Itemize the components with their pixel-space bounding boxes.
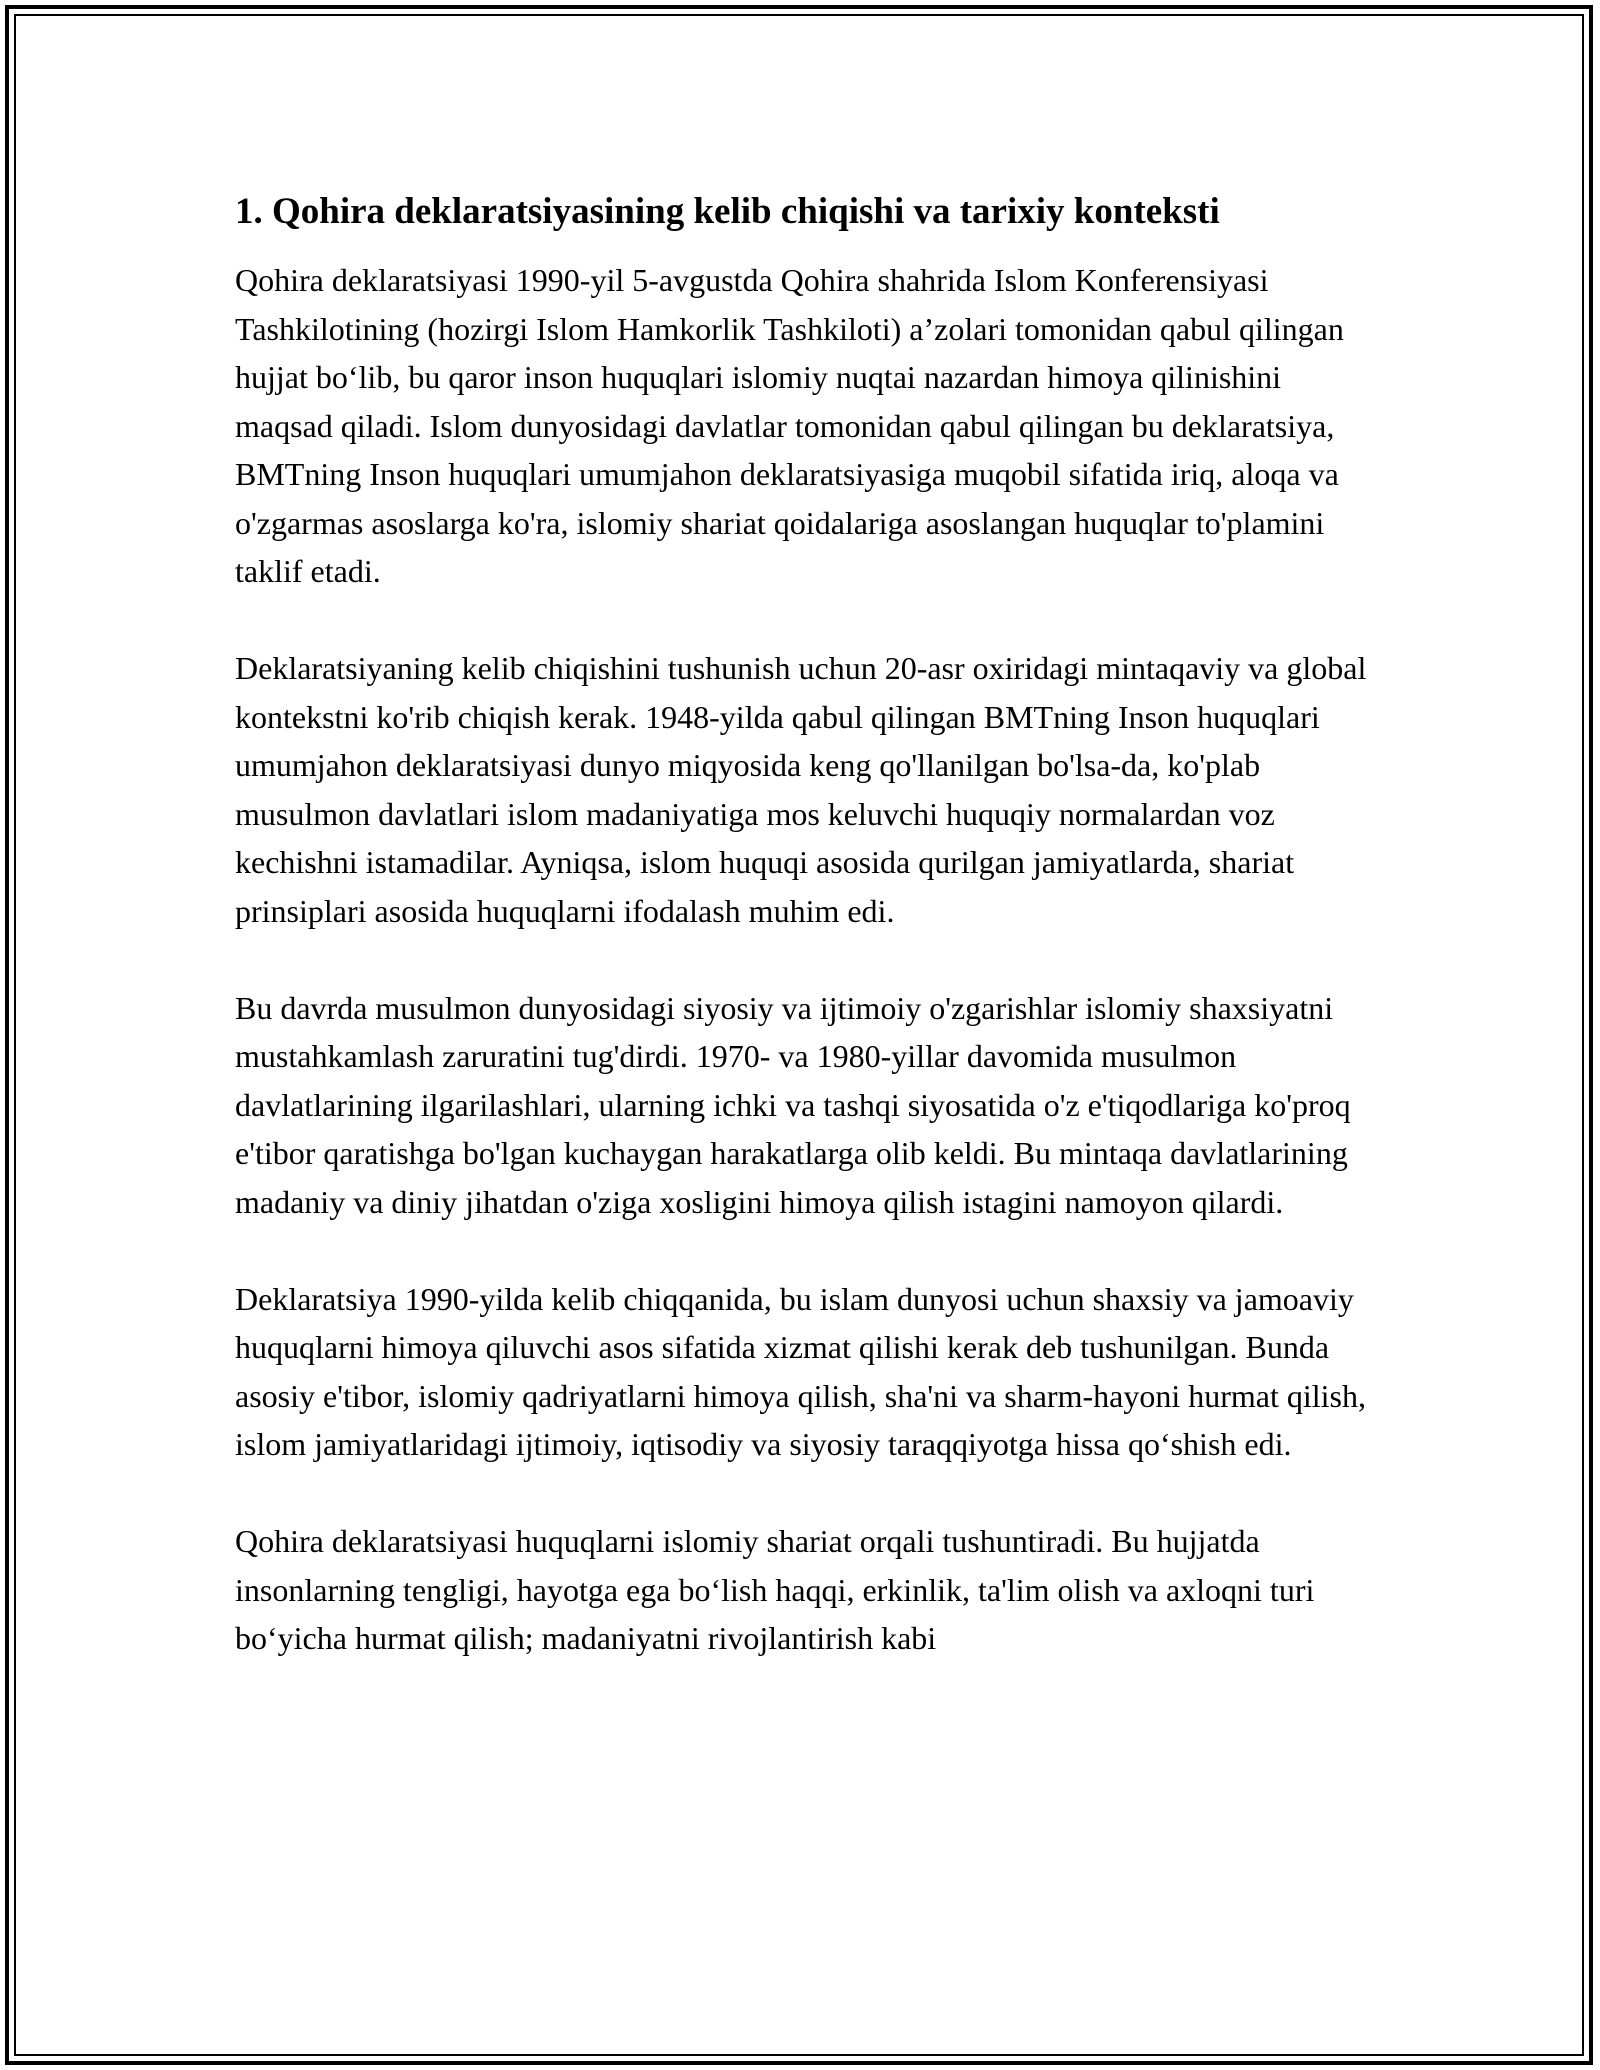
paragraph-5: Qohira deklaratsiyasi huquqlarni islomiy shariat orqali tushuntiradi. Bu hujjatda insonlarning tengligi, hayotga ega bo‘lish haqqi, erkinlik, ta'lim olish va axloqni turi bo‘yicha hurmat qilish; madaniyatni rivojlantirish kabi: [235, 1523, 1315, 1656]
paragraph-2: Deklaratsiyaning kelib chiqishini tushunish uchun 20-asr oxiridagi mintaqaviy va global kontekstni ko'rib chiqish kerak. 1948-yilda qabul qilingan BMTning Inson huquqlari umumjahon deklaratsiyasi dunyo miqyosida keng qo'llanilgan bo'lsa-da, ko'plab musulmon davlatlari islom madaniyatiga mos keluvchi huquqiy normalardan voz kechishni istamadilar. Ayniqsa, islom huquqi asosida qurilgan jamiyatlarda, shariat prinsiplari asosida huquqlarni ifodalash muhim edi.: [235, 650, 1367, 929]
section-heading: 1. Qohira deklaratsiyasining kelib chiqishi va tarixiy konteksti: [235, 191, 1220, 232]
paragraph-4: Deklaratsiya 1990-yilda kelib chiqqanida, bu islam dunyosi uchun shaxsiy va jamoaviy huquqlarni himoya qiluvchi asos sifatida xizmat qilishi kerak deb tushunilgan. Bunda asosiy e'tibor, islomiy qadriyatlarni himoya qilish, sha'ni va sharm-hayoni hurmat qilish, islom jamiyatlaridagi ijtimoiy, iqtisodiy va siyosiy taraqqiyotga hissa qo‘shish edi.: [235, 1280, 1366, 1462]
paragraph-3: Bu davrda musulmon dunyosidagi siyosiy va ijtimoiy o'zgarishlar islomiy shaxsiyatni mustahkamlash zaruratini tug'dirdi. 1970- va 1980-yillar davomida musulmon davlatlarining ilgarilashlari, ularning ichki va tashqi siyosatida o'z e'tiqodlariga ko'proq e'tibor qaratishga bo'lgan kuchaygan harakatlarga olib keldi. Bu mintaqa davlatlarining madaniy va diniy jihatdan o'ziga xosligini himoya qilish istagini namoyon qilardi.: [235, 989, 1351, 1220]
paragraph-1: Qohira deklaratsiyasi 1990-yil 5-avgustda Qohira shahrida Islom Konferensiyasi Tashkilotining (hozirgi Islom Hamkorlik Tashkiloti) a’zolari tomonidan qabul qilingan hujjat bo‘lib, bu qaror inson huquqlari islomiy nuqtai nazardan himoya qilinishini maqsad qiladi. Islom dunyosidagi davlatlar tomonidan qabul qilingan bu deklaratsiya, BMTning Inson huquqlari umumjahon deklaratsiyasiga muqobil sifatida iriq, aloqa va o'zgarmas asoslarga ko'ra, islomiy shariat qoidalariga asoslangan huquqlar to'plamini taklif etadi.: [235, 262, 1344, 589]
document-body: [235, 188, 1370, 1711]
